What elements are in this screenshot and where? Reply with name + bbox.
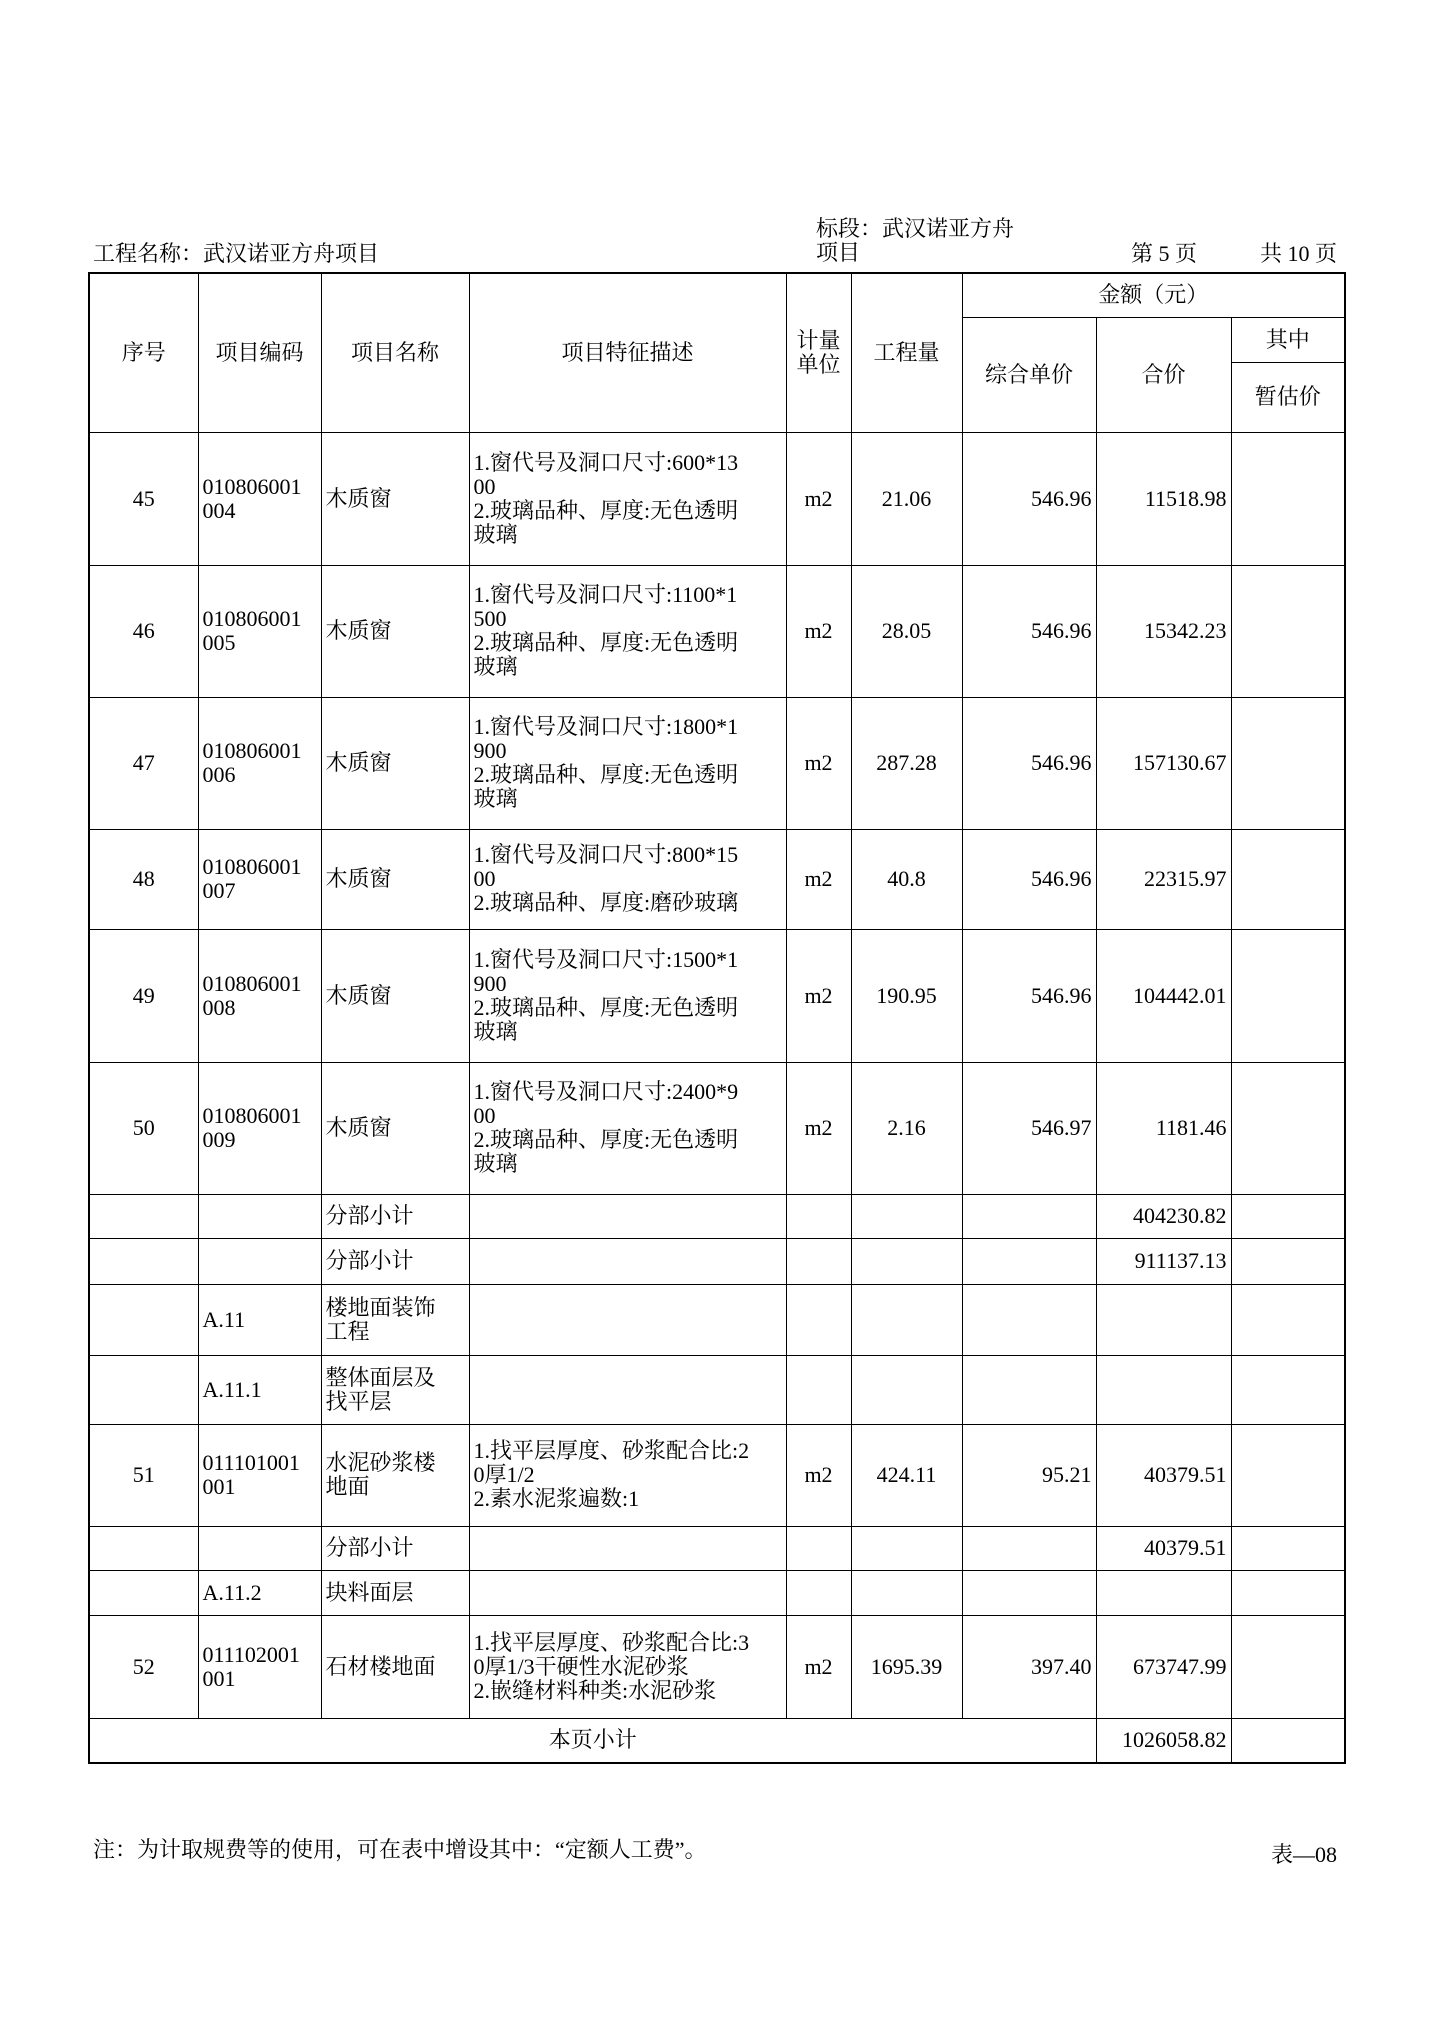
seq-cell: 50 — [89, 1062, 198, 1194]
provisional-cell — [1231, 829, 1345, 929]
name-line: 木质窗 — [325, 485, 392, 511]
form-number: 表—08 — [1270, 1842, 1337, 1867]
total-cell — [1096, 1284, 1231, 1355]
col-header-unit — [786, 273, 851, 432]
provisional-cell — [1231, 1615, 1345, 1718]
name-cell — [321, 1355, 469, 1424]
unit-price-cell: 546.96 — [962, 829, 1096, 929]
desc-line: 0厚1/3干硬性水泥砂浆 — [473, 1653, 689, 1679]
code-line: 007 — [202, 878, 236, 903]
desc-line: 00 — [473, 1103, 496, 1128]
seq-cell: 49 — [89, 929, 198, 1062]
total-cell: 11518.98 — [1096, 432, 1231, 565]
subtotal-row — [89, 1194, 1345, 1238]
bill-of-quantities-table — [88, 272, 1346, 1764]
desc-line: 2.玻璃品种、厚度:无色透明 — [473, 497, 739, 523]
code-cell — [198, 829, 321, 929]
code-cell — [198, 1284, 321, 1355]
desc-line: 2.嵌缝材料种类:水泥砂浆 — [473, 1677, 717, 1703]
total-cell: 40379.51 — [1096, 1424, 1231, 1526]
total-cell: 15342.23 — [1096, 565, 1231, 697]
qty-cell: 1695.39 — [851, 1615, 962, 1718]
desc-cell — [469, 829, 786, 929]
seq-cell: 47 — [89, 697, 198, 829]
table-row — [89, 829, 1345, 929]
desc-line: 玻璃 — [473, 521, 518, 547]
desc-line: 2.玻璃品种、厚度:无色透明 — [473, 994, 739, 1020]
section-label-line1: 标段：武汉诺亚方舟 — [816, 216, 1015, 241]
desc-line: 1.窗代号及洞口尺寸:1100*1 — [473, 582, 738, 607]
unit-price-cell: 546.96 — [962, 432, 1096, 565]
provisional-cell — [1231, 1718, 1345, 1763]
qty-cell: 424.11 — [851, 1424, 962, 1526]
unit-cell — [786, 1526, 851, 1570]
desc-cell — [469, 565, 786, 697]
name-cell — [321, 929, 469, 1062]
unit-cell — [786, 1355, 851, 1424]
seq-cell — [89, 1526, 198, 1570]
seq-cell: 46 — [89, 565, 198, 697]
name-cell — [321, 1238, 469, 1284]
qty-cell: 40.8 — [851, 829, 962, 929]
unit-cell: m2 — [786, 929, 851, 1062]
section-row — [89, 1284, 1345, 1355]
desc-line: 2.素水泥浆遍数:1 — [473, 1486, 640, 1511]
code-cell — [198, 432, 321, 565]
col-header-total: 合价 — [1096, 317, 1231, 432]
provisional-cell — [1231, 1284, 1345, 1355]
desc-line: 900 — [473, 970, 507, 996]
name-line: 楼地面装饰 — [325, 1294, 436, 1320]
qty-cell: 21.06 — [851, 432, 962, 565]
section-row — [89, 1570, 1345, 1615]
qty-cell — [851, 1194, 962, 1238]
name-line: 工程 — [325, 1318, 370, 1344]
code-cell — [198, 1062, 321, 1194]
qty-cell: 28.05 — [851, 565, 962, 697]
total-cell: 40379.51 — [1096, 1526, 1231, 1570]
desc-line: 00 — [473, 473, 496, 499]
code-line: 005 — [202, 630, 236, 655]
code-cell — [198, 929, 321, 1062]
code-line: A.11.2 — [202, 1579, 262, 1605]
qty-cell: 287.28 — [851, 697, 962, 829]
total-cell — [1096, 1355, 1231, 1424]
provisional-cell — [1231, 1062, 1345, 1194]
section-row — [89, 1355, 1345, 1424]
name-cell — [321, 1526, 469, 1570]
provisional-cell — [1231, 697, 1345, 829]
section-label — [816, 217, 1014, 265]
code-cell — [198, 565, 321, 697]
code-line: 011101001 — [202, 1450, 300, 1475]
unit-cell: m2 — [786, 1424, 851, 1526]
total-cell: 22315.97 — [1096, 829, 1231, 929]
desc-cell — [469, 1284, 786, 1355]
total-cell: 911137.13 — [1096, 1238, 1231, 1284]
provisional-cell — [1231, 929, 1345, 1062]
name-line: 分部小计 — [325, 1535, 414, 1560]
qty-cell — [851, 1355, 962, 1424]
desc-line: 玻璃 — [473, 786, 518, 811]
code-line: 006 — [202, 762, 236, 787]
code-line: 009 — [202, 1127, 236, 1152]
seq-cell — [89, 1238, 198, 1284]
provisional-cell — [1231, 1570, 1345, 1615]
name-cell — [321, 1570, 469, 1615]
col-header-of-which: 其中 — [1231, 317, 1345, 362]
unit-cell: m2 — [786, 1062, 851, 1194]
col-header-seq: 序号 — [89, 273, 198, 432]
name-line: 整体面层及 — [325, 1364, 436, 1390]
desc-cell — [469, 1570, 786, 1615]
name-cell — [321, 1284, 469, 1355]
col-header-unit-line2: 单位 — [796, 351, 841, 377]
page-subtotal-label: 本页小计 — [89, 1718, 1096, 1763]
subtotal-row — [89, 1526, 1345, 1570]
name-line: 水泥砂浆楼 — [325, 1450, 436, 1475]
desc-cell — [469, 1615, 786, 1718]
desc-cell — [469, 432, 786, 565]
desc-cell — [469, 929, 786, 1062]
code-line: 008 — [202, 994, 236, 1020]
code-cell — [198, 1424, 321, 1526]
header-row — [89, 273, 1345, 317]
code-line: A.11.1 — [202, 1376, 262, 1402]
desc-line: 1.找平层厚度、砂浆配合比:3 — [473, 1629, 750, 1655]
desc-line: 玻璃 — [473, 654, 518, 679]
name-cell — [321, 432, 469, 565]
desc-line: 2.玻璃品种、厚度:无色透明 — [473, 1127, 739, 1152]
desc-line: 玻璃 — [473, 1151, 518, 1176]
desc-line: 1.窗代号及洞口尺寸:1800*1 — [473, 714, 739, 739]
seq-cell — [89, 1570, 198, 1615]
provisional-cell — [1231, 1194, 1345, 1238]
desc-cell — [469, 1238, 786, 1284]
seq-cell: 52 — [89, 1615, 198, 1718]
name-cell — [321, 1424, 469, 1526]
unit-price-cell — [962, 1570, 1096, 1615]
provisional-cell — [1231, 432, 1345, 565]
provisional-cell — [1231, 565, 1345, 697]
table-row — [89, 697, 1345, 829]
desc-line: 1.窗代号及洞口尺寸:1500*1 — [473, 946, 739, 972]
unit-price-cell — [962, 1526, 1096, 1570]
name-line: 块料面层 — [325, 1579, 414, 1605]
desc-line: 2.玻璃品种、厚度:磨砂玻璃 — [473, 890, 739, 915]
name-line: 地面 — [325, 1474, 370, 1499]
unit-price-cell: 95.21 — [962, 1424, 1096, 1526]
code-cell — [198, 697, 321, 829]
desc-line: 1.窗代号及洞口尺寸:800*15 — [473, 842, 739, 867]
desc-line: 1.窗代号及洞口尺寸:2400*9 — [473, 1079, 739, 1104]
unit-price-cell: 546.96 — [962, 929, 1096, 1062]
qty-cell — [851, 1238, 962, 1284]
footnote: 注：为计取规费等的使用，可在表中增设其中：“定额人工费”。 — [93, 1837, 707, 1862]
qty-cell — [851, 1526, 962, 1570]
name-cell — [321, 1062, 469, 1194]
seq-cell: 45 — [89, 432, 198, 565]
code-cell — [198, 1355, 321, 1424]
total-cell: 157130.67 — [1096, 697, 1231, 829]
name-line: 木质窗 — [325, 618, 392, 643]
code-line: 011102001 — [202, 1641, 300, 1667]
name-line: 石材楼地面 — [325, 1653, 436, 1679]
col-header-name: 项目名称 — [321, 273, 469, 432]
provisional-cell — [1231, 1526, 1345, 1570]
unit-cell — [786, 1238, 851, 1284]
unit-price-cell — [962, 1194, 1096, 1238]
page-total: 共 10 页 — [1259, 241, 1337, 266]
table-row — [89, 432, 1345, 565]
col-header-qty: 工程量 — [851, 273, 962, 432]
code-cell — [198, 1194, 321, 1238]
name-cell — [321, 1194, 469, 1238]
desc-line: 玻璃 — [473, 1018, 518, 1044]
desc-line: 1.找平层厚度、砂浆配合比:2 — [473, 1438, 750, 1463]
code-line: 010806001 — [202, 1103, 302, 1128]
desc-line: 1.窗代号及洞口尺寸:600*13 — [473, 449, 739, 475]
unit-cell — [786, 1194, 851, 1238]
subtotal-row — [89, 1238, 1345, 1284]
code-line: 001 — [202, 1474, 236, 1499]
qty-cell — [851, 1284, 962, 1355]
unit-cell: m2 — [786, 432, 851, 565]
unit-price-cell — [962, 1238, 1096, 1284]
table-row — [89, 565, 1345, 697]
seq-cell: 51 — [89, 1424, 198, 1526]
name-line: 木质窗 — [325, 866, 392, 891]
provisional-cell — [1231, 1424, 1345, 1526]
unit-cell: m2 — [786, 565, 851, 697]
col-header-provisional: 暂估价 — [1231, 362, 1345, 432]
table-row — [89, 1615, 1345, 1718]
desc-line: 2.玻璃品种、厚度:无色透明 — [473, 630, 739, 655]
code-line: 010806001 — [202, 854, 302, 879]
unit-cell — [786, 1284, 851, 1355]
total-cell: 104442.01 — [1096, 929, 1231, 1062]
total-cell: 673747.99 — [1096, 1615, 1231, 1718]
provisional-cell — [1231, 1238, 1345, 1284]
code-cell — [198, 1526, 321, 1570]
code-cell — [198, 1570, 321, 1615]
provisional-cell — [1231, 1355, 1345, 1424]
desc-cell — [469, 1355, 786, 1424]
total-cell: 404230.82 — [1096, 1194, 1231, 1238]
col-header-amount: 金额（元） — [962, 273, 1345, 317]
code-line: 010806001 — [202, 473, 302, 499]
name-line: 分部小计 — [325, 1248, 414, 1273]
total-cell: 1181.46 — [1096, 1062, 1231, 1194]
unit-price-cell: 546.96 — [962, 697, 1096, 829]
unit-cell: m2 — [786, 829, 851, 929]
desc-line: 2.玻璃品种、厚度:无色透明 — [473, 762, 739, 787]
table-row — [89, 1062, 1345, 1194]
page-subtotal-total: 1026058.82 — [1096, 1718, 1231, 1763]
col-header-unit-line1: 计量 — [796, 327, 841, 353]
unit-price-cell — [962, 1355, 1096, 1424]
seq-cell — [89, 1355, 198, 1424]
col-header-desc: 项目特征描述 — [469, 273, 786, 432]
page-number: 第 5 页 — [1131, 241, 1198, 266]
code-line: 010806001 — [202, 606, 302, 631]
code-line: 001 — [202, 1665, 236, 1691]
desc-cell — [469, 1194, 786, 1238]
desc-line: 500 — [473, 606, 507, 631]
name-line: 木质窗 — [325, 750, 392, 775]
desc-cell — [469, 1062, 786, 1194]
desc-line: 0厚1/2 — [473, 1462, 535, 1487]
code-line: A.11 — [202, 1306, 246, 1332]
unit-cell: m2 — [786, 1615, 851, 1718]
code-cell — [198, 1615, 321, 1718]
seq-cell — [89, 1194, 198, 1238]
section-label-line2: 项目 — [816, 240, 861, 265]
name-line: 找平层 — [325, 1388, 392, 1414]
code-cell — [198, 1238, 321, 1284]
unit-cell: m2 — [786, 697, 851, 829]
desc-cell — [469, 1526, 786, 1570]
desc-cell — [469, 697, 786, 829]
table-row — [89, 929, 1345, 1062]
unit-price-cell — [962, 1284, 1096, 1355]
desc-line: 900 — [473, 738, 507, 763]
name-cell — [321, 565, 469, 697]
qty-cell — [851, 1570, 962, 1615]
name-cell — [321, 1615, 469, 1718]
unit-price-cell: 397.40 — [962, 1615, 1096, 1718]
unit-price-cell: 546.97 — [962, 1062, 1096, 1194]
name-line: 木质窗 — [325, 1115, 392, 1140]
project-name: 工程名称：武汉诺亚方舟项目 — [93, 241, 380, 266]
table-row — [89, 1424, 1345, 1526]
code-line: 004 — [202, 497, 236, 523]
unit-cell — [786, 1570, 851, 1615]
total-cell — [1096, 1570, 1231, 1615]
seq-cell — [89, 1284, 198, 1355]
col-header-unit-price: 综合单价 — [962, 317, 1096, 432]
desc-line: 00 — [473, 866, 496, 891]
seq-cell: 48 — [89, 829, 198, 929]
code-line: 010806001 — [202, 738, 302, 763]
name-line: 分部小计 — [325, 1203, 414, 1228]
name-cell — [321, 829, 469, 929]
qty-cell: 2.16 — [851, 1062, 962, 1194]
unit-price-cell: 546.96 — [962, 565, 1096, 697]
desc-cell — [469, 1424, 786, 1526]
name-cell — [321, 697, 469, 829]
page-subtotal-row — [89, 1718, 1345, 1763]
col-header-code: 项目编码 — [198, 273, 321, 432]
code-line: 010806001 — [202, 970, 302, 996]
name-line: 木质窗 — [325, 982, 392, 1008]
qty-cell: 190.95 — [851, 929, 962, 1062]
